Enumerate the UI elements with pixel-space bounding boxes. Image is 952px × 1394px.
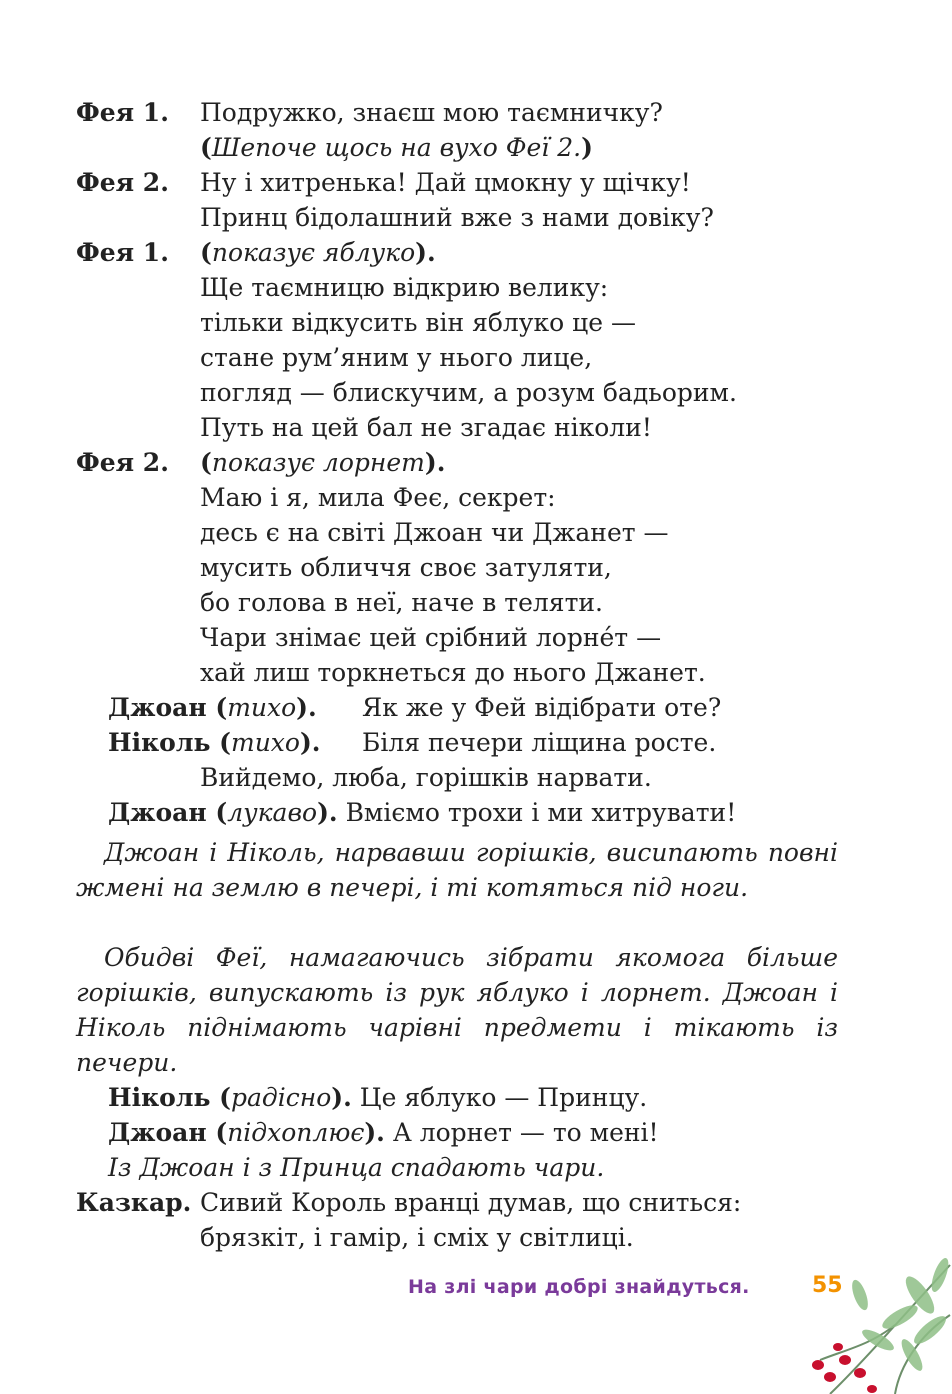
speaker-name: Ніколь [108, 1083, 211, 1112]
stage-direction-2: Обидві Феї, намагаючись зібрати якомога більше горішків, випускають із рук яблуко і лорнет. Джоан і Ніколь піднімають чарівні предмети і тікають із печери. [76, 943, 838, 1077]
script-line [0, 235, 952, 270]
verse-text [200, 445, 445, 480]
verse-fragment: Шепоче щось на вухо Феї 2. [211, 133, 582, 162]
verse-fragment: погляд — блискучим, а розум бадьорим. [200, 378, 737, 407]
verse-text [200, 95, 663, 130]
verse-text: Сивий Король вранці думав, що сниться: [200, 1188, 742, 1217]
dialogue-text: А лорнет — то мені! [392, 1118, 659, 1147]
speaker-name: Ніколь [108, 728, 211, 757]
speaker-name: Фея 2. [76, 448, 169, 477]
script-line [0, 340, 952, 375]
verse-fragment: Ще таємницю відкрию велику: [200, 273, 609, 302]
dialogue-section [0, 690, 952, 830]
verse-fragment: показує яблуко [211, 238, 416, 267]
berry-branch-icon [800, 1255, 952, 1394]
speaker-name: Фея 2. [76, 168, 169, 197]
script-line [0, 410, 952, 445]
verse-fragment: тільки відкусить він яблуко це — [200, 308, 636, 337]
verse-fragment: ( [200, 238, 212, 267]
verse-text: Вийдемо, люба, горішків нарвати. [200, 763, 652, 792]
script-line [0, 655, 952, 690]
script-line [0, 620, 952, 655]
script-line [0, 165, 952, 200]
speaker-note: радісно [231, 1083, 332, 1112]
verse-fragment: десь є на світі Джоан чи Джанет — [200, 518, 669, 547]
speaker-name: Фея 1. [76, 98, 169, 127]
dialogue-line-joan-2: Джоан (лукаво). Вміємо трохи і ми хитрувати! [108, 798, 737, 827]
verse-fragment: показує лорнет [211, 448, 425, 477]
narrator-line-2 [0, 1220, 952, 1255]
speaker-name: Казкар. [76, 1188, 192, 1217]
continuation-line [0, 760, 952, 795]
verse-text [200, 130, 593, 165]
stage-direction-3: Із Джоан і з Принца спадають чари. [108, 1153, 605, 1182]
verse-text [200, 480, 556, 515]
verse-text [200, 585, 603, 620]
verse-fragment: стане рум’яним у нього лице, [200, 343, 593, 372]
speaker-note: підхоплює [227, 1118, 365, 1147]
dialogue-section-2 [0, 1080, 952, 1255]
page-number: 55 [812, 1273, 843, 1298]
verse-fragment: бо голова в неї, наче в теляти. [200, 588, 604, 617]
verse-fragment: Чари знімає цей срібний лорне́т — [200, 623, 662, 652]
verse-fragment: Принц бідолашний вже з нами довіку? [200, 203, 714, 232]
dialogue-text: Це яблуко — Принцу. [359, 1083, 648, 1112]
verse-fragment: Путь на цей бал не згадає ніколи! [200, 413, 652, 442]
play-script-lines [0, 95, 952, 690]
verse-text [200, 235, 436, 270]
script-line [0, 305, 952, 340]
dialogue-text: Як же у Фей відібрати оте? [362, 693, 722, 722]
script-line [0, 130, 952, 165]
verse-fragment: мусить обличчя своє затуляти, [200, 553, 612, 582]
script-line [0, 375, 952, 410]
verse-fragment: ). [415, 238, 436, 267]
verse-fragment: ( [200, 133, 212, 162]
script-line [0, 200, 952, 235]
narrator-line-1 [0, 1185, 952, 1220]
verse-text [200, 410, 652, 445]
script-line [0, 445, 952, 480]
verse-text [200, 655, 706, 690]
dialogue-line-nicole-2: Ніколь (радісно). Це яблуко — Принцу. [108, 1083, 648, 1112]
verse-text [200, 375, 737, 410]
speaker-name: Фея 1. [76, 238, 169, 267]
dialogue-text: Біля печери ліщина росте. [362, 728, 717, 757]
script-line [0, 95, 952, 130]
verse-text [200, 620, 661, 655]
verse-text: брязкіт, і гамір, і сміх у світлиці. [200, 1223, 634, 1252]
verse-text [200, 305, 636, 340]
script-line [0, 550, 952, 585]
verse-text [200, 165, 691, 200]
verse-text [200, 515, 669, 550]
speaker-note: лукаво [227, 798, 318, 827]
script-line [0, 585, 952, 620]
speaker-name: Джоан [108, 1118, 207, 1147]
speaker-name: Джоан [108, 693, 207, 722]
verse-fragment: хай лиш торкнеться до нього Джанет. [200, 658, 706, 687]
verse-text [200, 550, 612, 585]
verse-fragment: Маю і я, мила Феє, секрет: [200, 483, 556, 512]
script-line [0, 480, 952, 515]
script-line [0, 270, 952, 305]
dialogue-line-joan-1: Джоан (тихо). Як же у Фей відібрати оте? [0, 690, 952, 725]
stage-direction-1: Джоан і Ніколь, нарвавши горішків, висипають повні жмені на землю в печері, і ті котяться під ноги. [76, 838, 838, 902]
verse-fragment: ( [200, 448, 212, 477]
verse-fragment: Ну і хитренька! Дай цмокну у щічку! [200, 168, 691, 197]
verse-text [200, 340, 592, 375]
script-line [0, 515, 952, 550]
verse-fragment: Подружко, знаєш мою таємничку? [200, 98, 663, 127]
verse-fragment: ) [581, 133, 593, 162]
dialogue-line-nicole-1: Ніколь (тихо). Біля печери ліщина росте. [0, 725, 952, 760]
verse-text [200, 270, 608, 305]
verse-text [200, 200, 714, 235]
footer-motto: На злі чари добрі знайдуться. [408, 1276, 750, 1298]
speaker-note: тихо [231, 728, 300, 757]
verse-fragment: ). [424, 448, 446, 477]
dialogue-line-joan-3: Джоан (підхоплює). А лорнет — то мені! [108, 1118, 659, 1147]
speaker-name: Джоан [108, 798, 207, 827]
speaker-note: тихо [227, 693, 297, 722]
dialogue-text: Вміємо трохи і ми хитрувати! [345, 798, 737, 827]
